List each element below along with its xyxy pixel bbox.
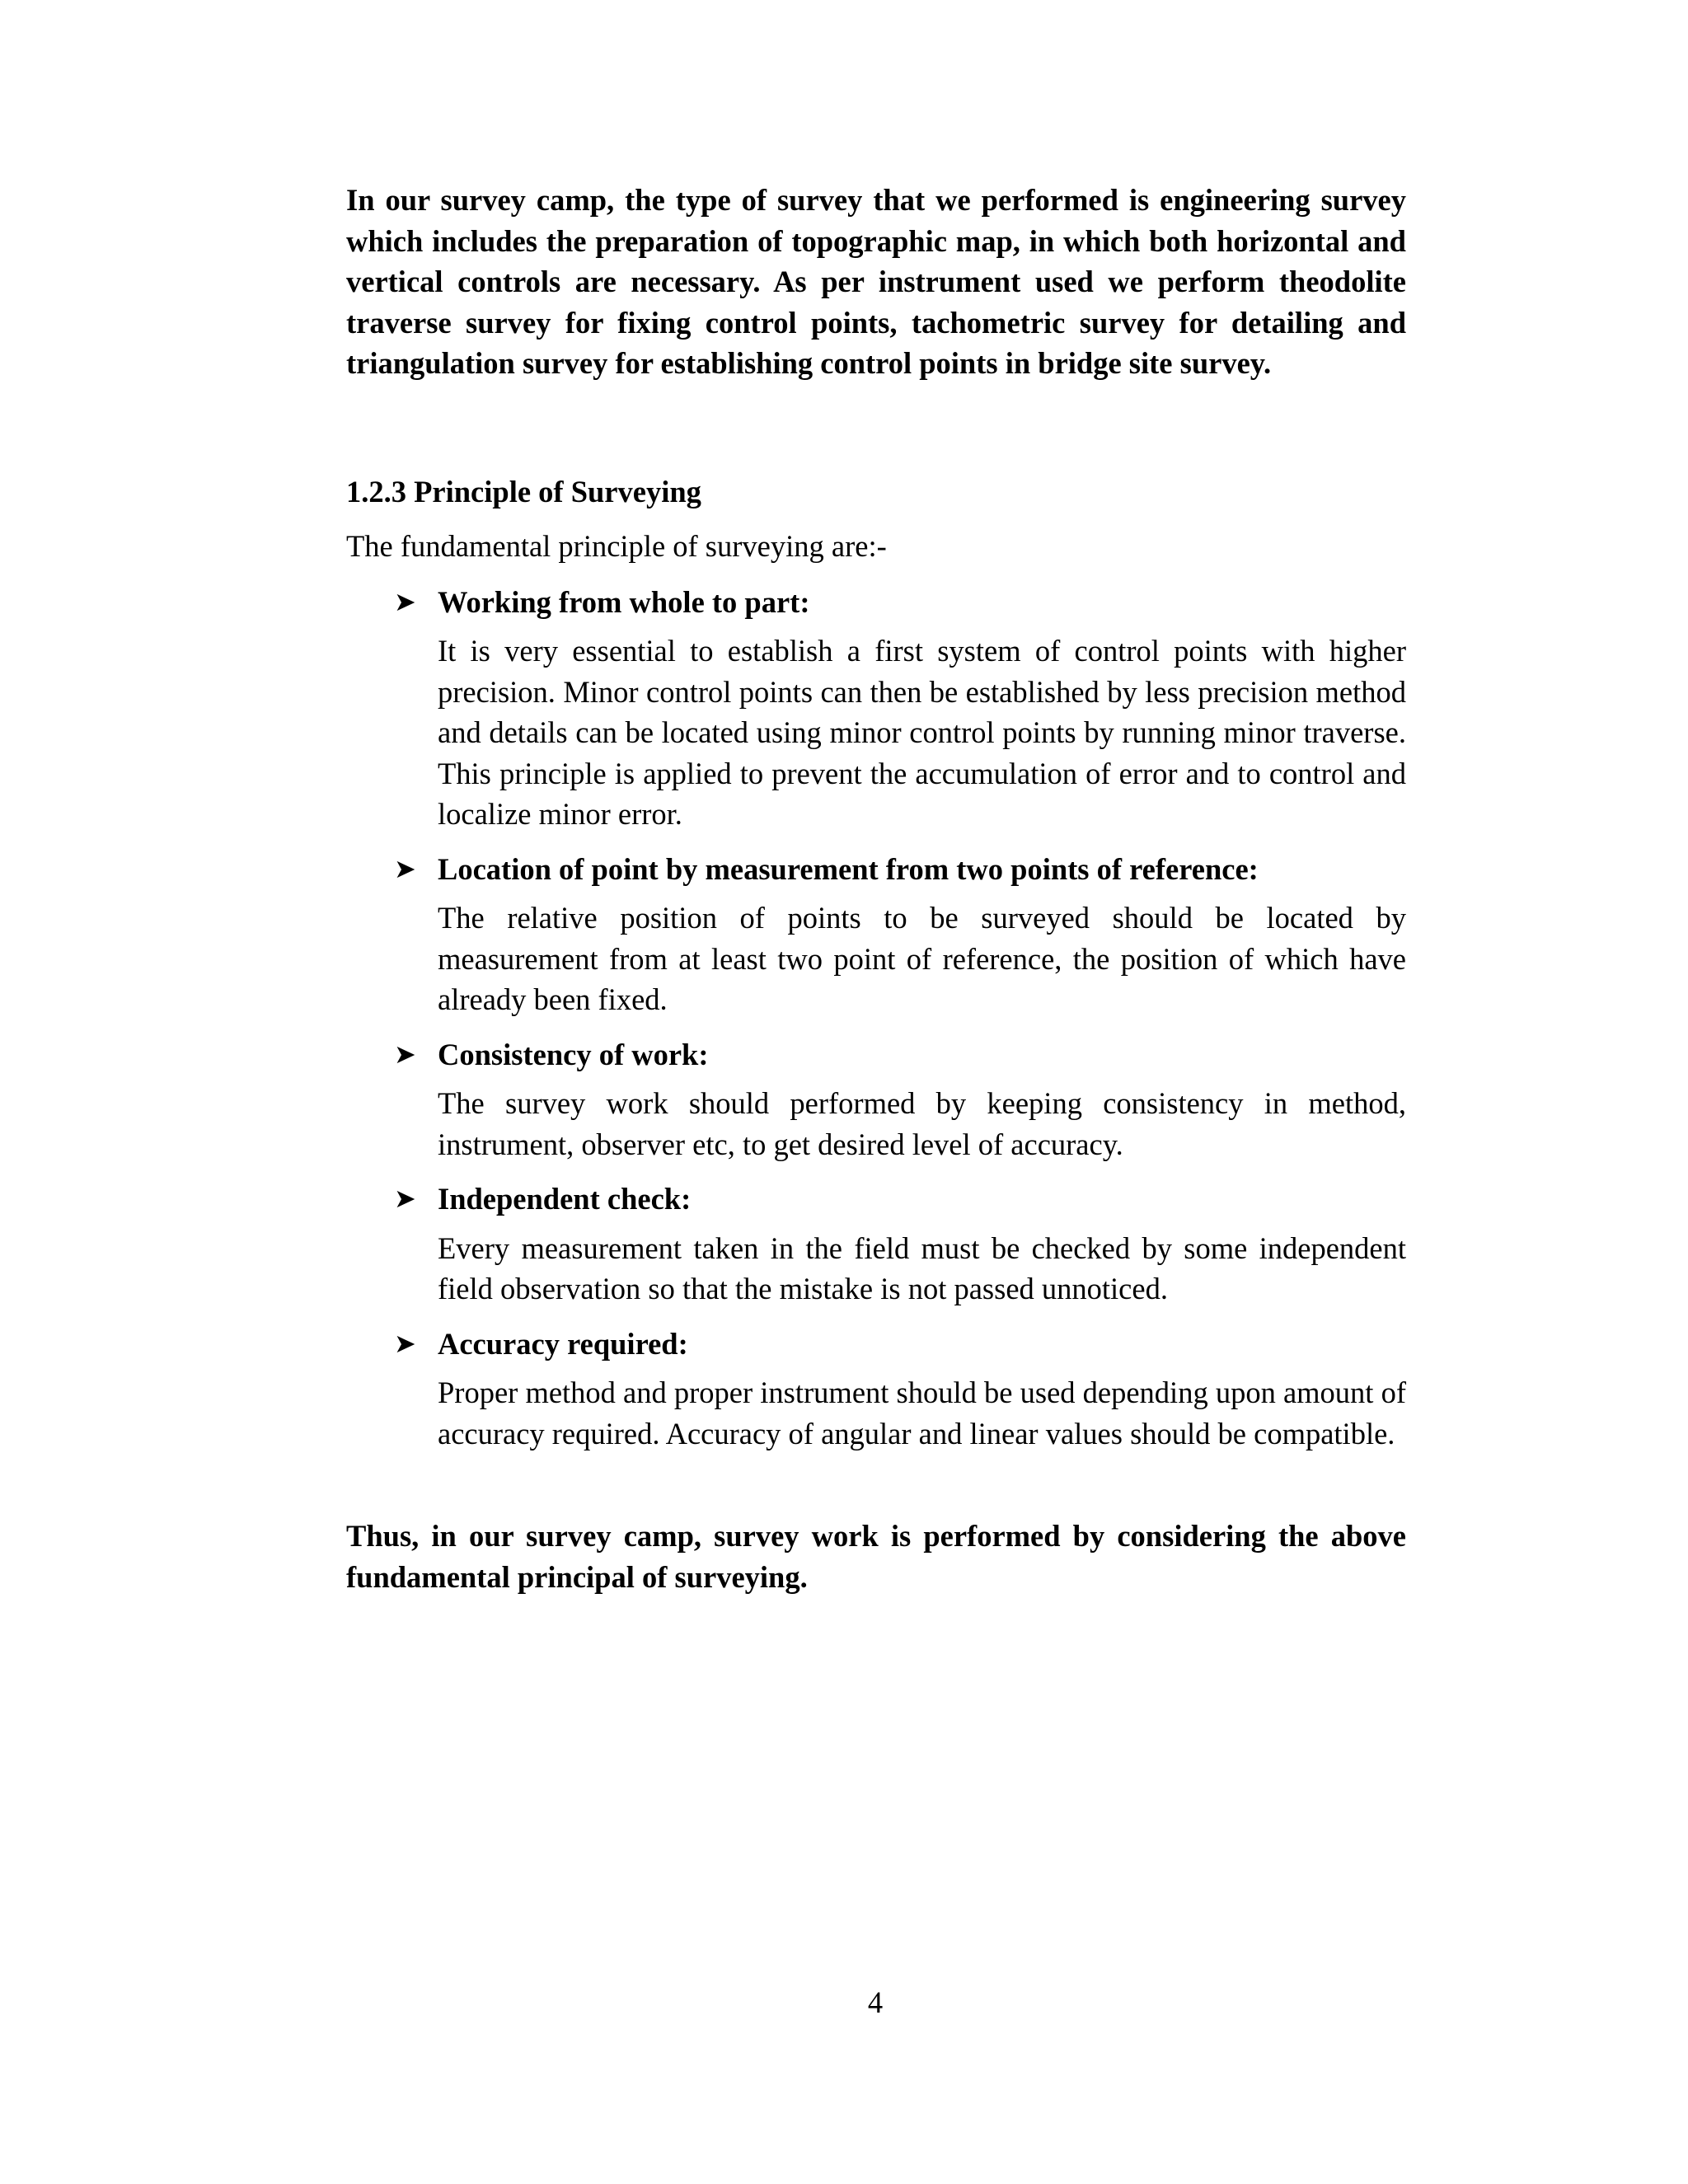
principle-body: It is very essential to establish a first system of control points with higher precision. Minor control points can then be established by less precision method and details can be located using minor control points by running minor traverse. This principle is applied to prevent the accumulation of error and to control and localize minor error. xyxy=(438,634,1406,831)
principle-title: Consistency of work: xyxy=(438,1037,709,1071)
conclusion-paragraph: Thus, in our survey camp, survey work is performed by considering the above fundamental principal of surveying. xyxy=(346,1519,1406,1594)
section-lead: The fundamental principle of surveying are:- xyxy=(346,529,887,563)
principle-item xyxy=(346,582,1406,835)
principle-title: Accuracy required: xyxy=(438,1326,688,1361)
principle-body: Every measurement taken in the field must be checked by some independent field observation so that the mistake is not passed unnoticed. xyxy=(438,1230,1406,1305)
principle-body: Proper method and proper instrument should be used depending upon amount of accuracy required. Accuracy of angular and linear values should be compatible. xyxy=(438,1376,1406,1451)
principle-title: Independent check: xyxy=(438,1182,692,1216)
principle-list xyxy=(346,582,1406,1455)
arrowhead-bullet-icon: ➤ xyxy=(394,1183,416,1214)
arrowhead-bullet-icon: ➤ xyxy=(394,852,416,884)
principle-title: Location of point by measurement from two points of reference: xyxy=(438,851,1259,886)
page-content xyxy=(346,180,1406,1597)
principle-item xyxy=(346,1179,1406,1310)
arrowhead-bullet-icon: ➤ xyxy=(394,1327,416,1359)
intro-paragraph: In our survey camp, the type of survey that we performed is engineering survey which includes the preparation of topographic map, in which both horizontal and vertical controls are necessary. As per instrument used we perform theodolite traverse survey for fixing control points, tachometric survey for detailing and triangulation survey for establishing control points in bridge site survey. xyxy=(346,183,1406,380)
section-heading: 1.2.3 Principle of Surveying xyxy=(346,474,701,509)
page-number: 4 xyxy=(867,1985,884,2019)
principle-body: The survey work should performed by keeping consistency in method, instrument, observer etc, to get desired level of accuracy. xyxy=(438,1086,1406,1161)
arrowhead-bullet-icon: ➤ xyxy=(394,585,416,617)
principle-section xyxy=(346,471,1406,1455)
principle-item xyxy=(346,1324,1406,1455)
principle-item xyxy=(346,849,1406,1020)
arrowhead-bullet-icon: ➤ xyxy=(394,1038,416,1070)
principle-title: Working from whole to part: xyxy=(438,584,810,619)
principle-item xyxy=(346,1034,1406,1165)
principle-body: The relative position of points to be surveyed should be located by measurement from at least two point of reference, the position of which have already been fixed. xyxy=(438,901,1406,1016)
